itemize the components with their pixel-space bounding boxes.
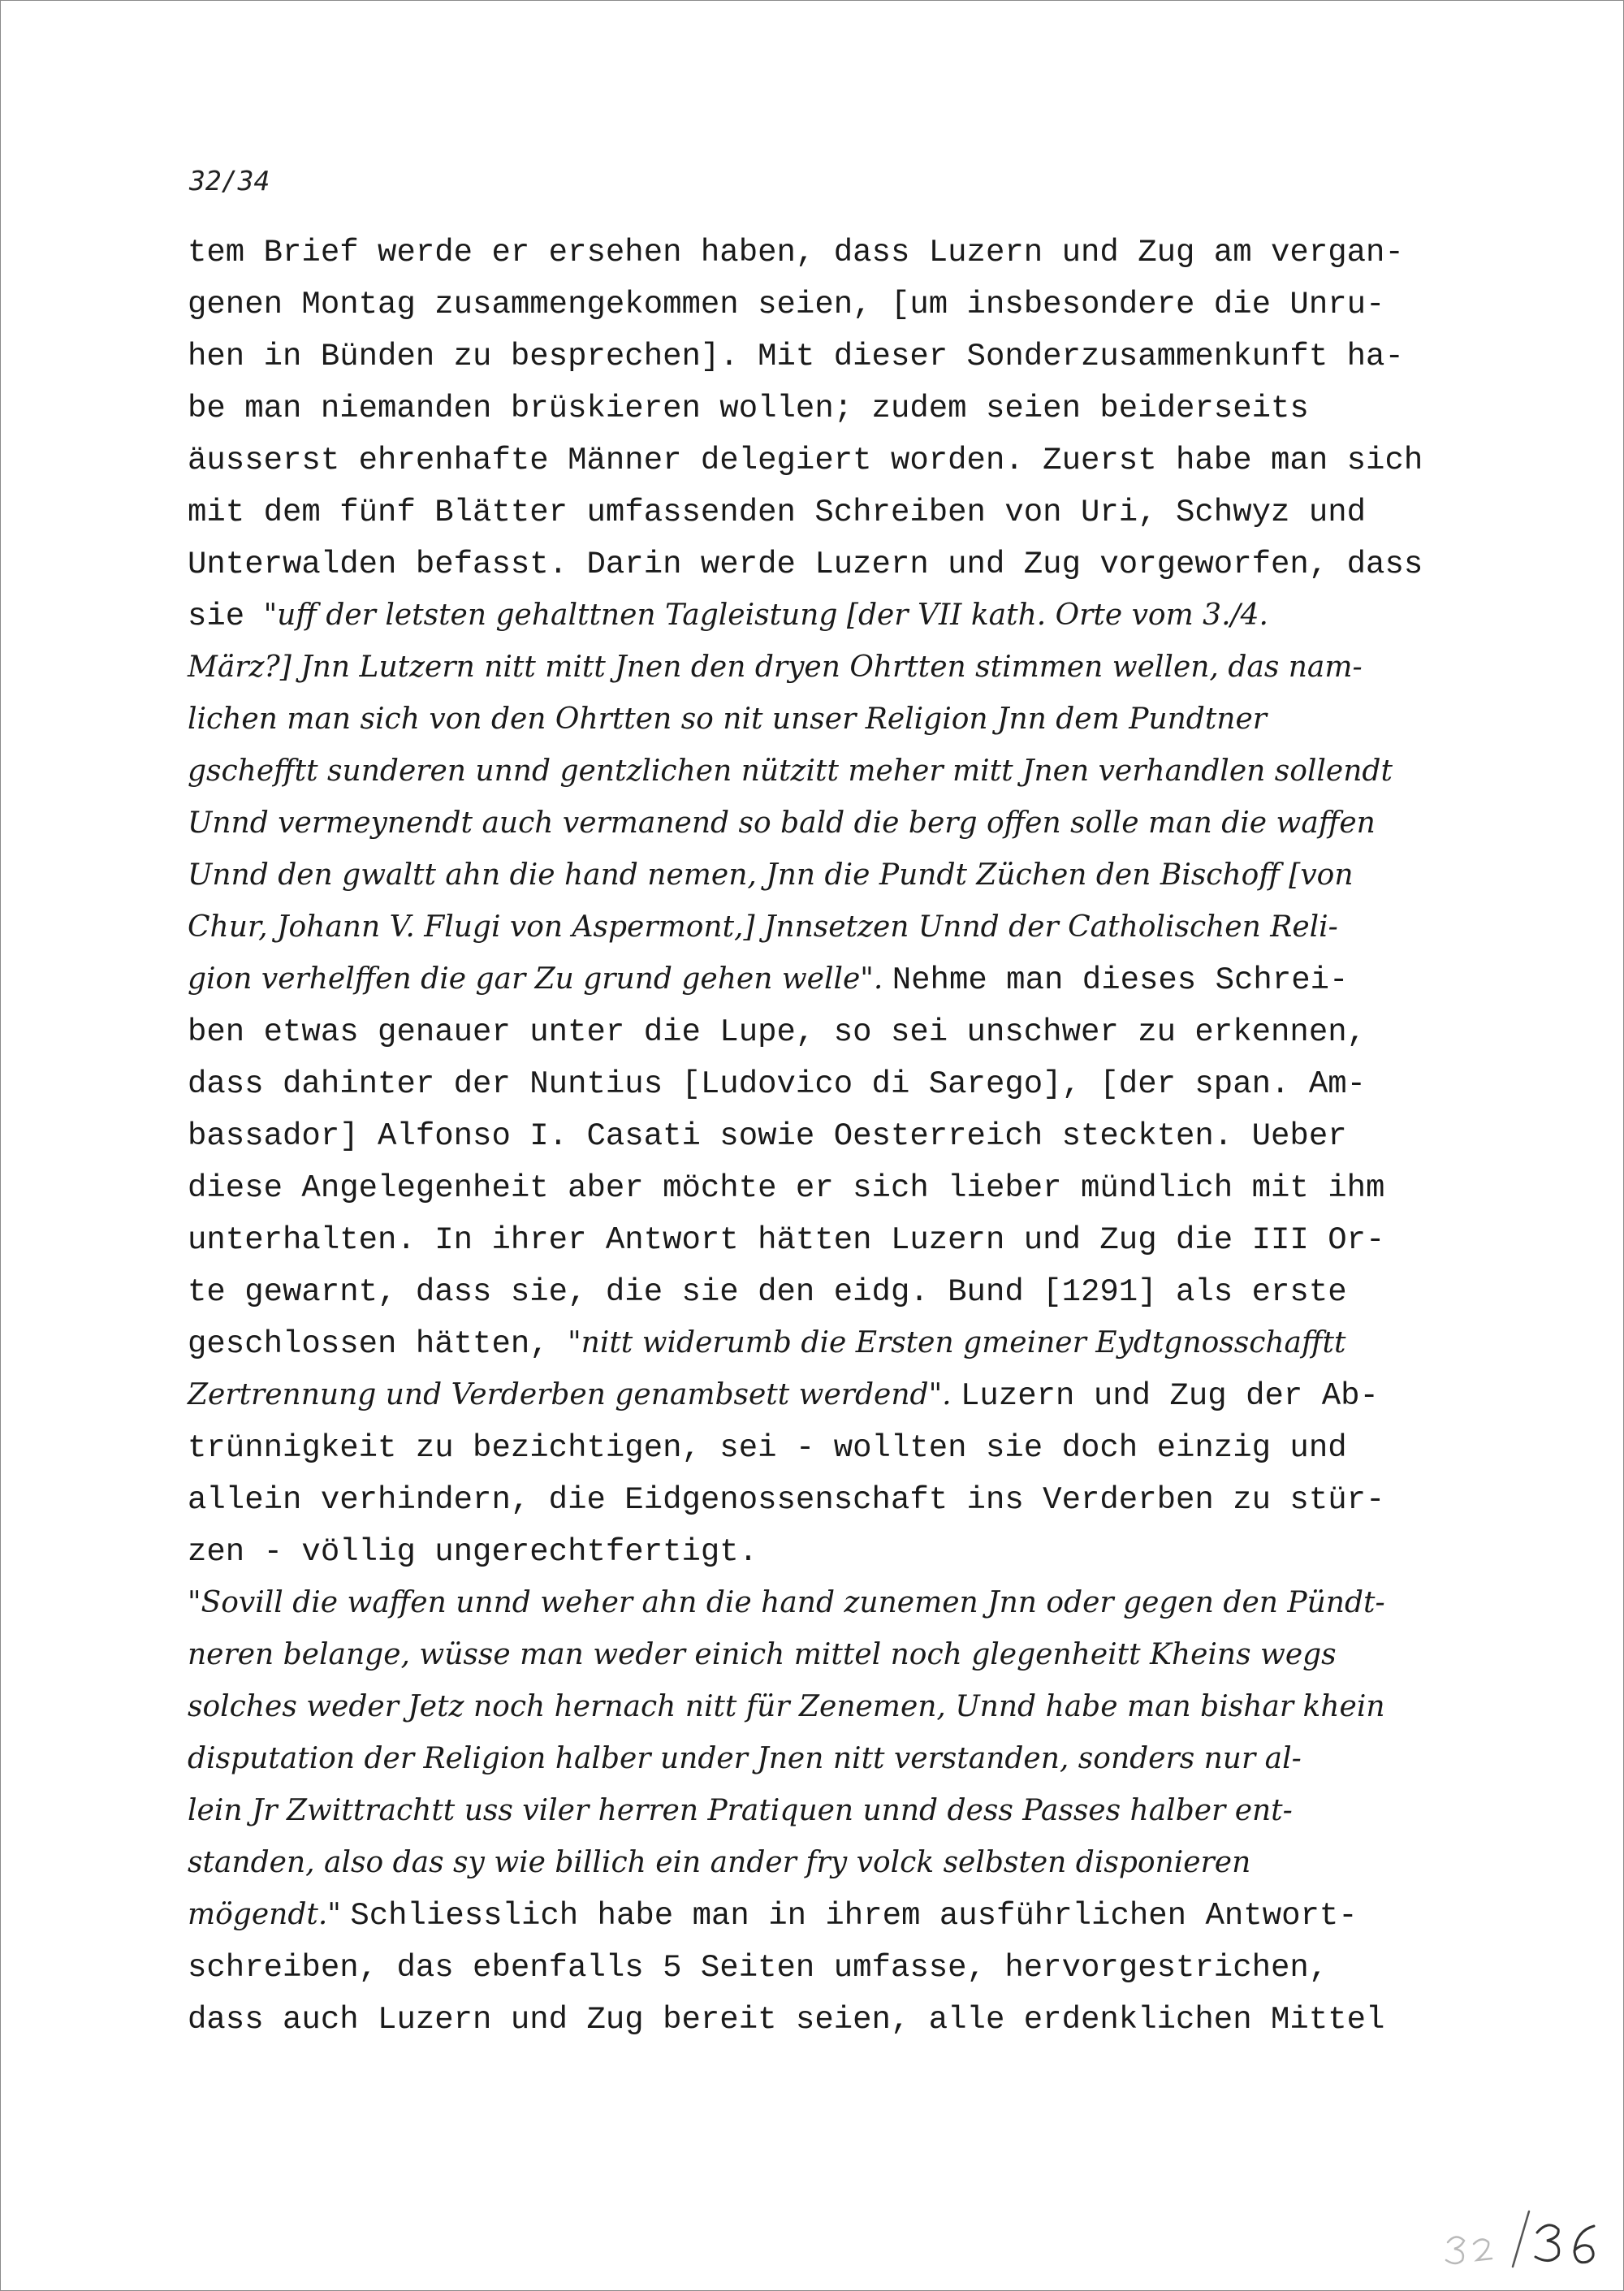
text-line [188, 1161, 1503, 1213]
text-line [188, 1420, 1503, 1472]
quoted-source-text: Chur, Johann V. Flugi von Aspermont,] Jnnsetzen Unnd der Catholischen Reli- [188, 910, 1338, 944]
page-number: 32/34 [189, 165, 270, 197]
body-text-segment: geschlossen hätten, [188, 1326, 568, 1362]
body-text-segment: dass dahinter der Nuntius [Ludovico di Sarego], [der span. Am- [188, 1066, 1367, 1102]
text-line [188, 1264, 1503, 1316]
text-line [188, 329, 1503, 381]
body-text-segment: dass auch Luzern und Zug bereit seien, alle erdenklichen Mittel [188, 2002, 1385, 2038]
text-line [188, 797, 1503, 849]
text-line [188, 1628, 1503, 1680]
text-line [188, 1576, 1503, 1628]
quoted-source-text: neren belange, wüsse man weder einich mittel noch glegenheitt Kheins wegs [188, 1638, 1337, 1671]
body-text-segment: allein verhindern, die Eidgenossenschaft ins Verderben zu stür- [188, 1482, 1385, 1518]
body-text-segment: Luzern und Zug der Ab- [961, 1378, 1379, 1414]
text-line [188, 693, 1503, 745]
body-text-segment: be man niemanden brüskieren wollen; zudem seien beiderseits [188, 391, 1309, 426]
document-body-text [188, 225, 1503, 2044]
body-text-segment: äusserst ehrenhafte Männer delegiert worden. Zuerst habe man sich [188, 443, 1423, 478]
quoted-source-text: "Sovill die waffen unnd weher ahn die hand zunemen Jnn oder gegen den Pündt- [188, 1586, 1385, 1619]
text-line [188, 1940, 1503, 1992]
text-line [188, 1784, 1503, 1836]
text-line [188, 277, 1503, 329]
text-line [188, 641, 1503, 693]
quoted-source-text: lichen man sich von den Ohrtten so nit unser Religion Jnn dem Pundtner [188, 702, 1267, 736]
quoted-source-text: mögendt." [188, 1898, 351, 1931]
text-line [188, 1524, 1503, 1576]
quoted-source-text: Unnd den gwaltt ahn die hand nemen, Jnn die Pundt Züchen den Bischoff [von [188, 858, 1354, 892]
text-line [188, 1836, 1503, 1888]
body-text-segment: te gewarnt, dass sie, die sie den eidg. Bund [1291] als erste [188, 1274, 1347, 1310]
text-line [188, 589, 1503, 641]
quoted-source-text: "uff der letsten gehalttnen Tagleistung [der VII kath. Orte vom 3./4. [263, 599, 1269, 632]
quoted-source-text: disputation der Religion halber under Jnen nitt verstanden, sonders nur al- [188, 1742, 1302, 1775]
quoted-source-text: Zertrennung und Verderben genambsett werdend". [188, 1378, 961, 1411]
body-text-segment: Schliesslich habe man in ihrem ausführlichen Antwort- [350, 1898, 1358, 1934]
text-line [188, 1005, 1503, 1057]
body-text-segment: schreiben, das ebenfalls 5 Seiten umfasse, hervorgestrichen, [188, 1950, 1328, 1986]
text-line [188, 1368, 1503, 1420]
text-line [188, 1109, 1503, 1161]
text-line [188, 849, 1503, 901]
body-text-segment: zen - völlig ungerechtfertigt. [188, 1534, 758, 1570]
text-line [188, 1992, 1503, 2044]
body-text-segment: Nehme man dieses Schrei- [892, 962, 1349, 998]
body-text-segment: hen in Bünden zu besprechen]. Mit dieser Sonderzusammenkunft ha- [188, 339, 1404, 374]
body-text-segment: mit dem fünf Blätter umfassenden Schreiben von Uri, Schwyz und [188, 495, 1367, 530]
body-text-segment: ben etwas genauer unter die Lupe, so sei unschwer zu erkennen, [188, 1014, 1367, 1050]
text-line [188, 953, 1503, 1005]
text-line [188, 485, 1503, 537]
text-line [188, 745, 1503, 797]
quoted-source-text: lein Jr Zwittrachtt uss viler herren Pratiquen unnd dess Passes halber ent- [188, 1794, 1293, 1827]
text-line [188, 433, 1503, 485]
quoted-source-text: solches weder Jetz noch hernach nitt für Zenemen, Unnd habe man bishar khein [188, 1690, 1385, 1723]
handwritten-folio-number [1438, 2202, 1609, 2275]
text-line [188, 1213, 1503, 1264]
body-text-segment: bassador] Alfonso I. Casati sowie Oesterreich steckten. Ueber [188, 1118, 1347, 1154]
body-text-segment: Unterwalden befasst. Darin werde Luzern und Zug vorgeworfen, dass [188, 547, 1423, 582]
quoted-source-text: gion verhelffen die gar Zu grund gehen welle". [188, 962, 892, 996]
text-line [188, 1057, 1503, 1109]
quoted-source-text: standen, also das sy wie billich ein ander fry volck selbsten disponieren [188, 1846, 1251, 1879]
text-line [188, 381, 1503, 433]
body-text-segment: tem Brief werde er ersehen haben, dass Luzern und Zug am vergan- [188, 235, 1404, 270]
text-line [188, 1888, 1503, 1940]
body-text-segment: trünnigkeit zu bezichtigen, sei - wollten sie doch einzig und [188, 1430, 1347, 1466]
text-line [188, 1680, 1503, 1732]
body-text-segment: genen Montag zusammengekommen seien, [um insbesondere die Unru- [188, 287, 1385, 322]
quoted-source-text: März?] Jnn Lutzern nitt mitt Jnen den dryen Ohrtten stimmen wellen, das nam- [188, 651, 1363, 684]
quoted-source-text: Unnd vermeynendt auch vermanend so bald die berg offen solle man die waffen [188, 806, 1376, 840]
body-text-segment: diese Angelegenheit aber möchte er sich lieber mündlich mit ihm [188, 1170, 1385, 1206]
quoted-source-text: "nitt widerumb die Ersten gmeiner Eydtgnosschafftt [568, 1326, 1346, 1359]
text-line [188, 225, 1503, 277]
body-text-segment: unterhalten. In ihrer Antwort hätten Luzern und Zug die III Or- [188, 1222, 1385, 1258]
body-text-segment: sie [188, 599, 264, 634]
text-line [188, 1732, 1503, 1784]
quoted-source-text: gschefftt sunderen unnd gentzlichen nützitt meher mitt Jnen verhandlen sollendt [188, 754, 1393, 788]
text-line [188, 1472, 1503, 1524]
text-line [188, 901, 1503, 953]
text-line [188, 537, 1503, 589]
text-line [188, 1316, 1503, 1368]
